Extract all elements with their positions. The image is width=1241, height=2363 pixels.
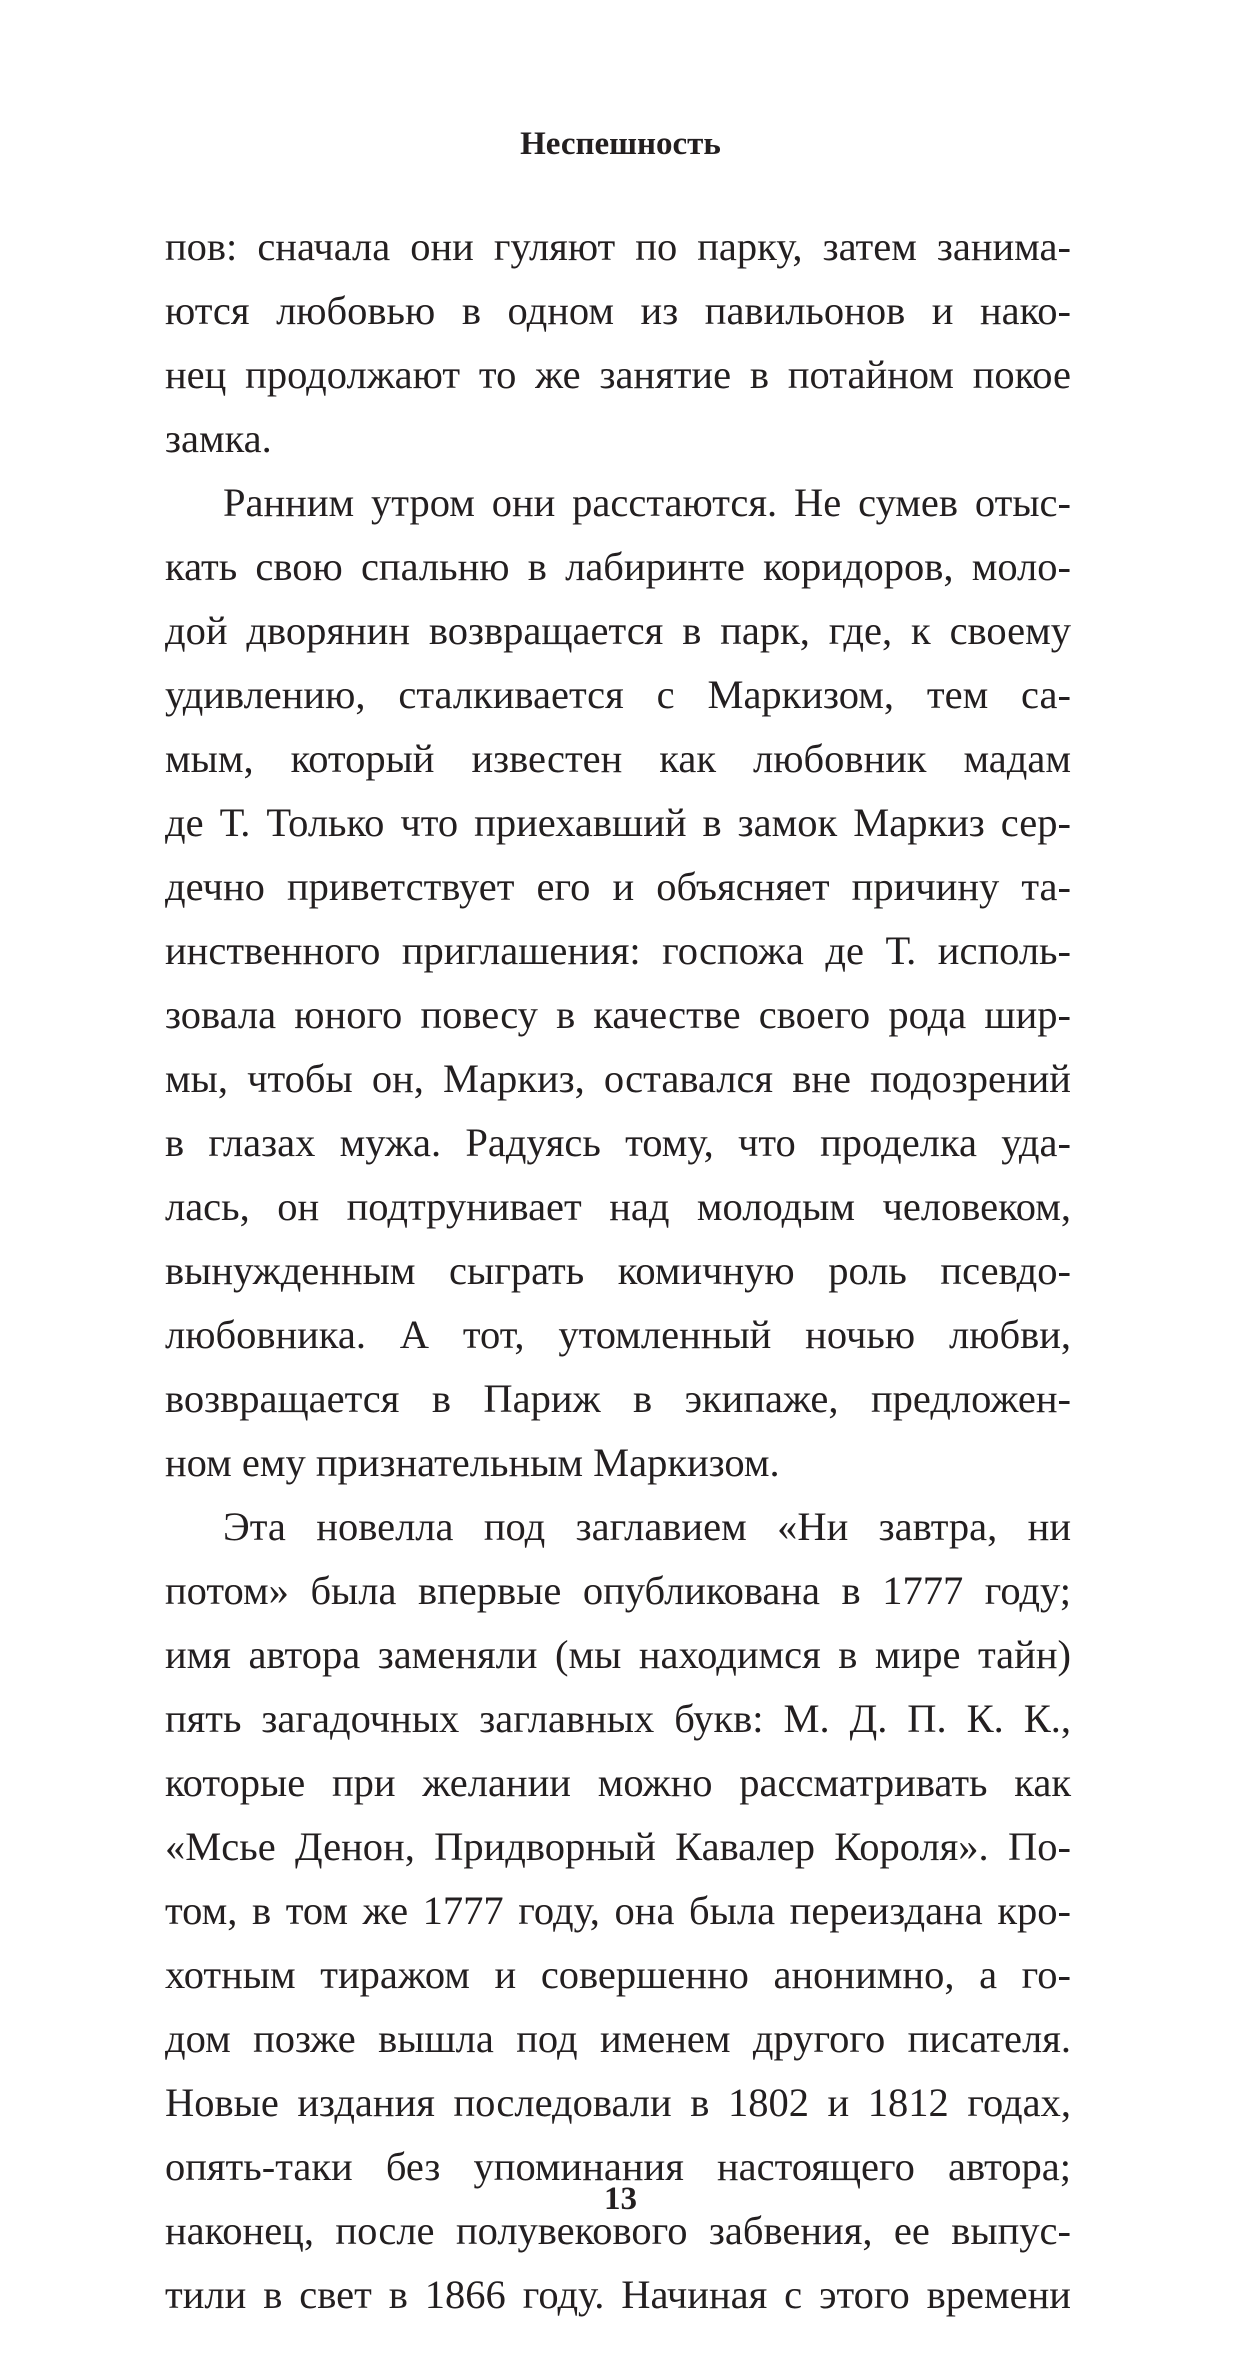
text-line: «Мсье Денон, Придворный Кавалер Короля». По-: [165, 1824, 1071, 1869]
text-line: опять-таки без упоминания настоящего автора;: [165, 2144, 1071, 2189]
text-line: пов: сначала они гуляют по парку, затем занима-: [165, 224, 1071, 269]
text-line: дом позже вышла под именем другого писателя.: [165, 2016, 1071, 2061]
text-line: удивлению, сталкивается с Маркизом, тем са-: [165, 672, 1071, 717]
text-line: наконец, после полувекового забвения, ее выпус-: [165, 2208, 1071, 2253]
text-line: Новые издания последовали в 1802 и 1812 годах,: [165, 2080, 1071, 2125]
text-line: замка.: [165, 416, 272, 461]
page-number: 13: [604, 2181, 637, 2217]
text-line: лась, он подтрунивает над молодым человеком,: [165, 1184, 1071, 1229]
text-line: инственного приглашения: госпожа де Т. исполь-: [165, 928, 1071, 973]
text-line: ются любовью в одном из павильонов и нако-: [165, 288, 1071, 333]
text-line: том, в том же 1777 году, она была переиздана кро-: [165, 1888, 1071, 1933]
text-line: имя автора заменяли (мы находимся в мире тайн): [165, 1632, 1071, 1677]
paragraph-first-line: Эта новелла под заглавием «Ни завтра, ни: [223, 1504, 1071, 1549]
text-line: пять загадочных заглавных букв: М. Д. П. К. К.,: [165, 1696, 1071, 1741]
text-line: ном ему признательным Маркизом.: [165, 1440, 780, 1485]
text-line: которые при желании можно рассматривать как: [165, 1760, 1071, 1805]
text-line: возвращается в Париж в экипаже, предложен-: [165, 1376, 1071, 1421]
text-line: в глазах мужа. Радуясь тому, что проделка уда-: [165, 1120, 1071, 1165]
text-line: де Т. Только что приехавший в замок Маркиз сер-: [165, 800, 1071, 845]
paragraph-first-line: Ранним утром они расстаются. Не сумев отыс-: [223, 480, 1071, 525]
text-line: вынужденным сыграть комичную роль псевдо-: [165, 1248, 1071, 1293]
text-line: мым, который известен как любовник мадам: [165, 736, 1071, 781]
text-line: мы, чтобы он, Маркиз, оставался вне подозрений: [165, 1056, 1071, 1101]
text-line: потом» была впервые опубликована в 1777 году;: [165, 1568, 1071, 1613]
running-title: Неспешность: [520, 126, 721, 162]
text-line: нец продолжают то же занятие в потайном покое: [165, 352, 1071, 397]
text-line: дой дворянин возвращается в парк, где, к своему: [165, 608, 1071, 653]
body-text: [165, 215, 1071, 2327]
text-line: дечно приветствует его и объясняет причину та-: [165, 864, 1071, 909]
text-line: любовника. А тот, утомленный ночью любви,: [165, 1312, 1071, 1357]
text-line: кать свою спальню в лабиринте коридоров, моло-: [165, 544, 1071, 589]
text-line: зовала юного повесу в качестве своего рода шир-: [165, 992, 1071, 1037]
text-line: хотным тиражом и совершенно анонимно, а го-: [165, 1952, 1071, 1997]
text-line: тили в свет в 1866 году. Начиная с этого времени: [165, 2272, 1071, 2317]
